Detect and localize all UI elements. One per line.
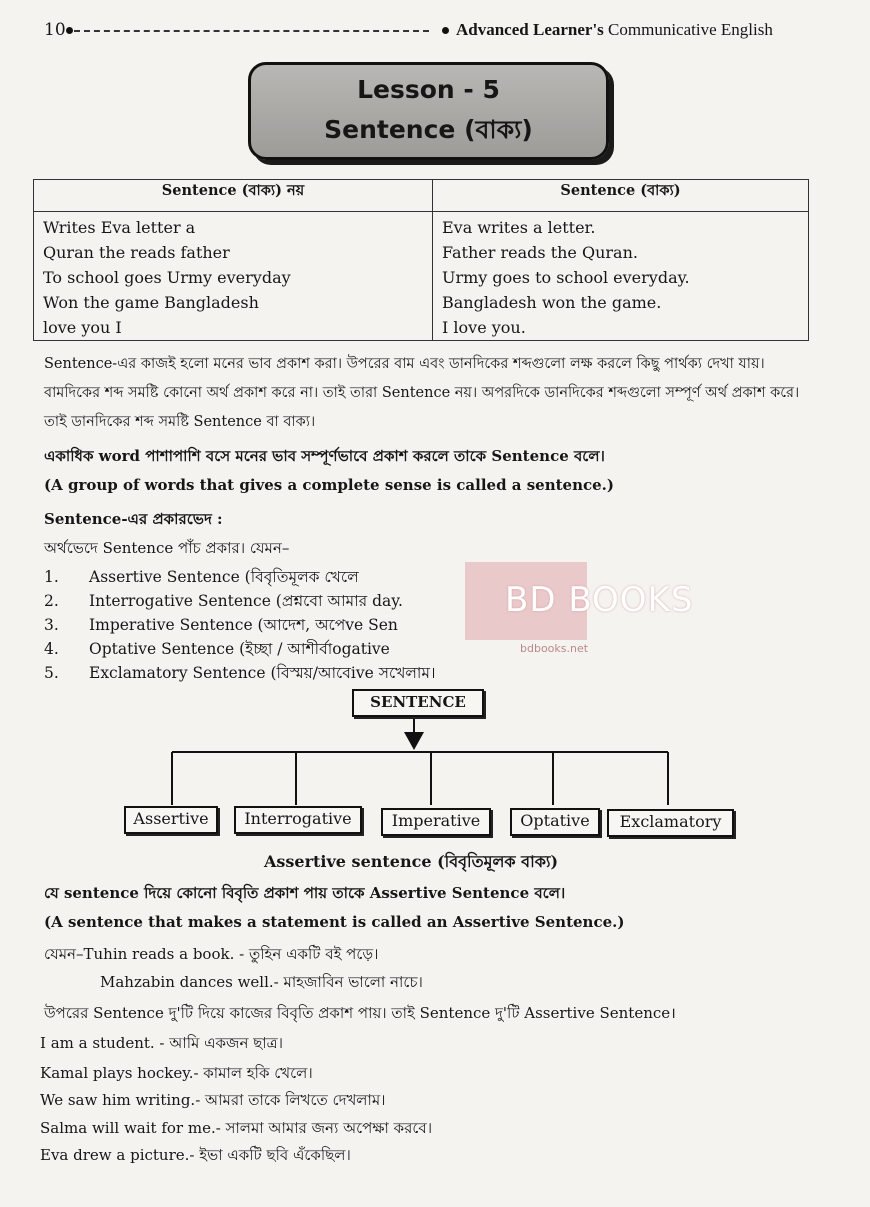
example-line: Kamal plays hockey.- কামাল হকি খেলে। bbox=[40, 1064, 313, 1082]
list-text: Exclamatory Sentence (বিস্ময়/আবেive সখেলাম। bbox=[89, 664, 436, 682]
table-cell: I love you. bbox=[442, 318, 526, 337]
table-cell: Eva writes a letter. bbox=[442, 218, 596, 237]
example-line: Eva drew a picture.- ইভা একটি ছবি এঁকেছিল। bbox=[40, 1146, 351, 1164]
assertive-definition-english: (A sentence that makes a statement is called an Assertive Sentence.) bbox=[44, 913, 625, 931]
watermark-brand: BD BOOKS bbox=[505, 580, 694, 620]
lesson-subtitle: Sentence (বাক্য) bbox=[324, 115, 533, 144]
assertive-heading: Assertive sentence (বিবৃতিমূলক বাক্য) bbox=[264, 852, 559, 871]
kinds-heading: Sentence-এর প্রকারভেদ : bbox=[44, 510, 223, 528]
definition-bangla: একাধিক word পাশাপাশি বসে মনের ভাব সম্পূর্ণভাবে প্রকাশ করলে তাকে Sentence বলে। bbox=[44, 447, 605, 465]
table-cell: Quran the reads father bbox=[43, 243, 230, 262]
example-line: Salma will wait for me.- সালমা আমার জন্য অপেক্ষা করবে। bbox=[40, 1119, 433, 1137]
example-line: We saw him writing.- আমরা তাকে লিখতে দেখলাম। bbox=[40, 1091, 386, 1109]
kinds-intro: অর্থভেদে Sentence পাঁচ প্রকার। যেমন– bbox=[44, 539, 290, 557]
explanation-paragraph: Sentence-এর কাজই হলো মনের ভাব প্রকাশ করা। উপরের বাম এবং ডানদিকের শব্দগুলো লক্ষ করলে কিছু পার্থক্য দেখা যায়। বামদিকের শব্দ সমষ্টি কোনো অর্থ প্রকাশ করে না। তাই তারা Sentence নয়। অপরদিকে ডানদিকের শব্দগুলো সম্পূর্ণ অর্থ প্রকাশ করে। তাই ডানদিকের শব্দ সমষ্টি Sentence বা বাক্য। bbox=[44, 356, 800, 430]
table-cell: Won the game Bangladesh bbox=[43, 293, 259, 312]
list-number: 2. bbox=[44, 592, 59, 610]
list-number: 5. bbox=[44, 664, 59, 682]
list-text: Imperative Sentence (আদেশ, অপেve Sen bbox=[89, 616, 398, 634]
definition-english: (A group of words that gives a complete sense is called a sentence.) bbox=[44, 476, 614, 494]
table-cell: Urmy goes to school everyday. bbox=[442, 268, 690, 287]
tree-node-optative: Optative bbox=[510, 808, 600, 836]
example-line: I am a student. - আমি একজন ছাত্র। bbox=[40, 1034, 284, 1052]
tree-node-assertive: Assertive bbox=[124, 806, 218, 834]
assertive-example-1: যেমন–Tuhin reads a book. - তুহিন একটি বই পড়ে। bbox=[44, 945, 379, 963]
list-number: 4. bbox=[44, 640, 59, 658]
assertive-definition-bangla: যে sentence দিয়ে কোনো বিবৃতি প্রকাশ পায় তাকে Assertive Sentence বলে। bbox=[44, 884, 566, 902]
table-header-not-sentence: Sentence (বাক্য) নয় bbox=[34, 180, 433, 212]
list-text: Interrogative Sentence (প্রশ্নবো আমার day. bbox=[89, 592, 403, 610]
table-header-sentence: Sentence (বাক্য) bbox=[433, 180, 809, 212]
watermark-url: bdbooks.net bbox=[520, 642, 589, 655]
table-cell: To school goes Urmy everyday bbox=[43, 268, 291, 287]
list-text: Assertive Sentence (বিবৃতিমূলক খেলে bbox=[89, 568, 359, 586]
list-number: 1. bbox=[44, 568, 59, 586]
assertive-example-2: Mahzabin dances well.- মাহজাবিন ভালো নাচে। bbox=[100, 973, 423, 991]
tree-root-sentence: SENTENCE bbox=[352, 689, 484, 717]
lesson-number: Lesson - 5 bbox=[357, 75, 500, 104]
book-title-bold: Advanced Learner's bbox=[456, 20, 604, 39]
page-number: 10 bbox=[44, 20, 66, 40]
table-cell: Father reads the Quran. bbox=[442, 243, 638, 262]
assertive-note: উপরের Sentence দু'টি দিয়ে কাজের বিবৃতি প্রকাশ পায়। তাই Sentence দু'টি Assertive Sentence। bbox=[44, 1004, 676, 1022]
list-number: 3. bbox=[44, 616, 59, 634]
book-title-rest: Communicative English bbox=[608, 20, 773, 39]
tree-node-exclamatory: Exclamatory bbox=[607, 809, 734, 837]
tree-node-imperative: Imperative bbox=[381, 808, 491, 836]
tree-node-interrogative: Interrogative bbox=[234, 806, 362, 834]
table-cell: Bangladesh won the game. bbox=[442, 293, 662, 312]
table-cell: love you I bbox=[43, 318, 122, 337]
table-cell: Writes Eva letter a bbox=[43, 218, 196, 237]
list-text: Optative Sentence (ইচ্ছা / আশীর্বাogative bbox=[89, 640, 390, 658]
